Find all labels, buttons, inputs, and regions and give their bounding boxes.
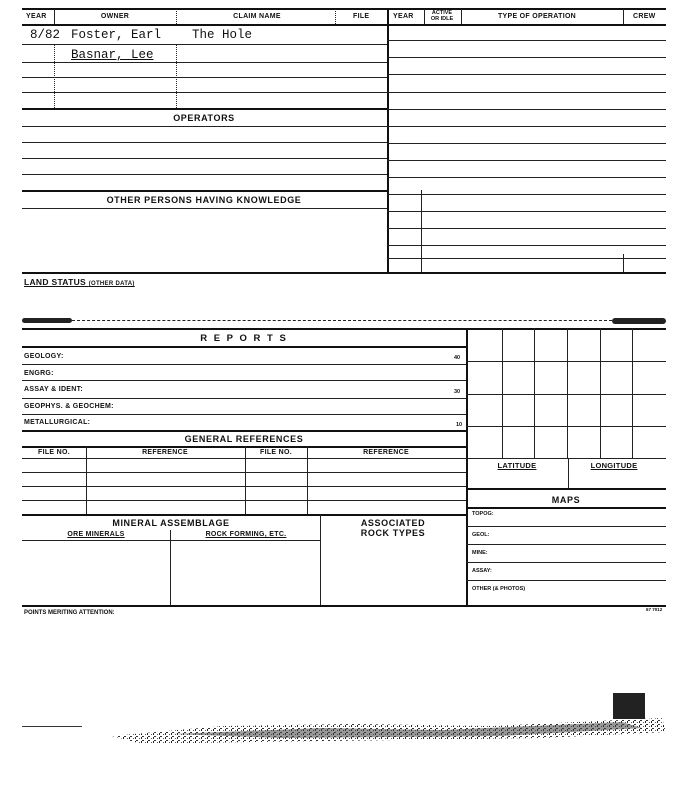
row-line xyxy=(22,126,387,127)
row-line xyxy=(22,158,387,159)
land-status-label: LAND STATUS (OTHER DATA) xyxy=(24,277,135,287)
maps-heading: MAPS xyxy=(551,495,581,505)
active-header-2: OR IDLE xyxy=(430,16,454,22)
assay-label: ASSAY & IDENT: xyxy=(24,386,84,393)
geophys-label: GEOPHYS. & GEOCHEM: xyxy=(24,403,114,410)
row-line xyxy=(22,62,387,63)
grid-col-line xyxy=(502,328,503,458)
maps-geol-label: GEOL: xyxy=(472,532,490,538)
latitude-label: LATITUDE xyxy=(497,461,537,470)
col-sep xyxy=(170,530,171,606)
associated-heading-1: ASSOCIATED xyxy=(360,518,426,528)
row-line xyxy=(22,380,466,381)
mineral-top-line xyxy=(22,514,466,516)
maps-heading-line xyxy=(466,507,666,509)
year-header: YEAR xyxy=(26,13,47,20)
right-row-line xyxy=(387,126,666,127)
row-line xyxy=(466,562,666,563)
geology-label: GEOLOGY: xyxy=(24,353,64,360)
col-sep xyxy=(176,9,177,24)
grid-row-line xyxy=(466,394,666,395)
row-line xyxy=(22,77,387,78)
row-line xyxy=(22,398,466,399)
location-grid xyxy=(466,328,666,458)
right-row-line xyxy=(387,143,666,144)
row-line xyxy=(22,142,387,143)
bottom-form-line xyxy=(22,605,666,607)
row-line xyxy=(22,364,466,365)
right-row-line xyxy=(387,109,666,110)
geology-num: 40 xyxy=(454,355,461,361)
claim-name-header: CLAIM NAME xyxy=(233,13,281,20)
crew-header: CREW xyxy=(633,13,656,20)
points-meriting-label: POINTS MERITING ATTENTION: xyxy=(24,610,115,616)
right-row-line xyxy=(387,211,666,212)
right-row-line xyxy=(387,40,666,41)
row-line xyxy=(466,526,666,527)
operators-top-line xyxy=(22,108,387,110)
right-row-line xyxy=(387,160,666,161)
ore-minerals-header: ORE MINERALS xyxy=(67,531,125,538)
right-row-line xyxy=(387,92,666,93)
lat-long-sep xyxy=(568,458,569,488)
row-line xyxy=(466,544,666,545)
col-sep xyxy=(623,9,624,24)
right-row-line xyxy=(387,177,666,178)
grid-row-line xyxy=(466,426,666,427)
row-line xyxy=(22,500,466,501)
maps-top-line xyxy=(466,488,666,490)
upper-section-bottom xyxy=(22,272,666,274)
grid-col-line xyxy=(600,328,601,458)
mineral-assemblage-heading: MINERAL ASSEMBLAGE xyxy=(112,518,230,528)
maps-other-label: OTHER (& PHOTOS) xyxy=(472,586,526,592)
right-row-line xyxy=(387,57,666,58)
entry-owner-2: Basnar, Lee xyxy=(71,48,154,62)
reports-heading-line xyxy=(22,346,466,348)
ink-smudge xyxy=(612,318,666,324)
scan-noise-band xyxy=(22,712,666,752)
band-line xyxy=(72,320,612,321)
general-refs-top-line xyxy=(22,430,466,432)
general-references-heading: GENERAL REFERENCES xyxy=(184,434,304,444)
col-sep xyxy=(86,446,87,514)
engrg-label: ENGRG: xyxy=(24,370,54,377)
col-sep xyxy=(54,44,55,108)
right-row-line xyxy=(387,245,666,246)
col-sep xyxy=(176,44,177,108)
right-row-line xyxy=(387,228,666,229)
row-line xyxy=(22,414,466,415)
grid-col-line xyxy=(567,328,568,458)
general-refs-heading-line xyxy=(22,446,466,448)
file-no-header-1: FILE NO. xyxy=(38,449,70,456)
active-header-1: ACTIVE xyxy=(431,10,453,16)
maps-topog-label: TOPOG: xyxy=(472,511,494,517)
rock-forming-header: ROCK FORMING, ETC. xyxy=(205,531,287,538)
row-line xyxy=(22,174,387,175)
grid-bottom-line xyxy=(466,458,666,459)
col-sep xyxy=(245,446,246,514)
row-line xyxy=(22,44,387,45)
main-divider xyxy=(387,8,389,272)
col-sep xyxy=(424,9,425,24)
owner-header: OWNER xyxy=(100,13,130,20)
col-sep xyxy=(320,514,321,606)
file-no-header-2: FILE NO. xyxy=(260,449,292,456)
col-sep xyxy=(335,9,336,24)
maps-mine-label: MINE: xyxy=(472,550,488,556)
right-row-line xyxy=(387,74,666,75)
row-line xyxy=(22,458,466,459)
entry-owner-1: Foster, Earl xyxy=(71,28,162,42)
row-line xyxy=(22,472,466,473)
entry-year: 8/82 xyxy=(30,28,61,42)
right-col-sep xyxy=(421,190,422,272)
year-header-right: YEAR xyxy=(393,13,414,20)
ink-smudge xyxy=(22,318,72,323)
row-line xyxy=(466,580,666,581)
associated-heading-2: ROCK TYPES xyxy=(360,528,426,538)
grid-row-line xyxy=(466,361,666,362)
other-persons-top-line xyxy=(22,190,387,192)
grid-col-line xyxy=(534,328,535,458)
col-sep xyxy=(461,9,462,24)
assay-num: 30 xyxy=(454,389,461,395)
file-header: FILE xyxy=(353,13,370,20)
reference-header-1: REFERENCE xyxy=(142,449,188,456)
row-line xyxy=(22,208,387,209)
top-border xyxy=(22,8,666,10)
right-row-line xyxy=(387,194,666,195)
other-persons-heading: OTHER PERSONS HAVING KNOWLEDGE xyxy=(106,195,302,205)
mineral-subheader-line xyxy=(22,540,320,541)
maps-assay-label: ASSAY: xyxy=(472,568,492,574)
grid-col-line xyxy=(632,328,633,458)
form-number: 67 7012 xyxy=(646,607,663,612)
operators-heading: OPERATORS xyxy=(173,113,235,123)
metallurgical-num: 10 xyxy=(456,422,463,428)
type-operation-header: TYPE OF OPERATION xyxy=(497,13,577,20)
entry-claim-name: The Hole xyxy=(192,28,253,42)
reports-heading: R E P O R T S xyxy=(200,333,288,344)
longitude-label: LONGITUDE xyxy=(590,461,638,470)
metallurgical-label: METALLURGICAL: xyxy=(24,419,91,426)
right-row-line xyxy=(387,258,666,259)
row-line xyxy=(22,486,466,487)
right-col-sep xyxy=(623,254,624,272)
col-sep xyxy=(54,9,55,24)
header-bottom-border xyxy=(22,24,666,26)
col-sep xyxy=(307,446,308,514)
row-line xyxy=(22,92,387,93)
reference-header-2: REFERENCE xyxy=(363,449,409,456)
